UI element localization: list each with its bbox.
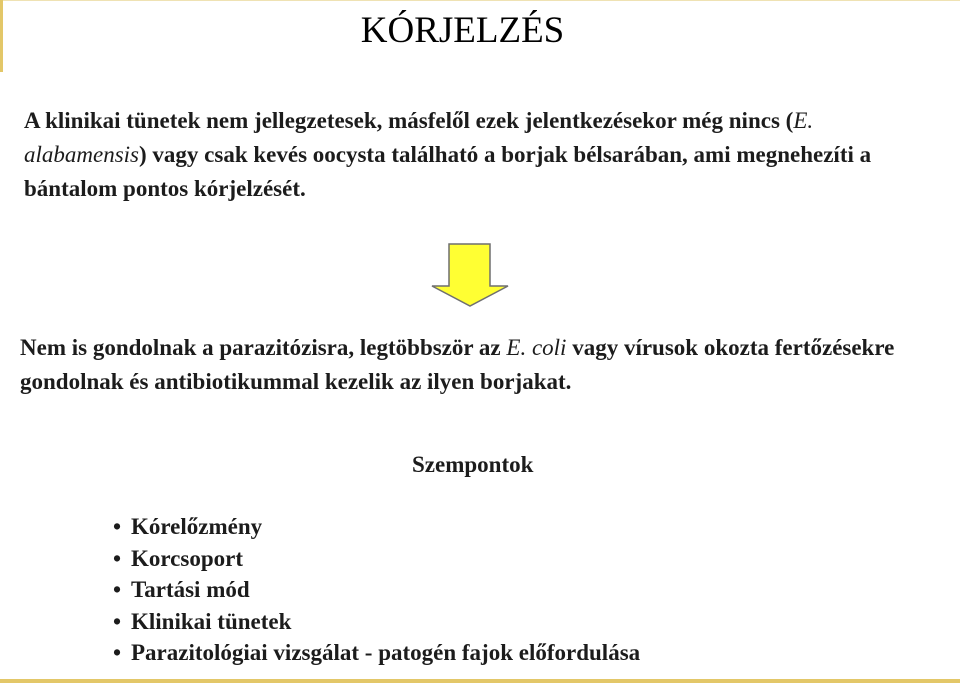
list-item (113, 574, 640, 606)
paragraph-intro-species: E. alabamensis (24, 108, 814, 167)
arrow-down-shape (432, 244, 508, 306)
bullet-icon: • (113, 514, 122, 539)
list-item-label: Klinikai tünetek (131, 608, 292, 634)
list-item (113, 511, 640, 543)
list-item (113, 606, 640, 638)
paragraph-conclusion (20, 331, 960, 399)
bullet-icon: • (113, 608, 122, 634)
slide-title: KÓRJELZÉS (360, 10, 565, 51)
arrow-down-icon (429, 243, 511, 307)
paragraph-conclusion-text-1: Nem is gondolnak a parazitózisra, legtöbbször az (20, 335, 507, 360)
criteria-heading: Szempontok (412, 452, 534, 477)
paragraph-conclusion-species: E. coli (506, 335, 567, 360)
paragraph-intro-text-1: A klinikai tünetek nem jellegzetesek, másfelől ezek jelentkezésekor még nincs ( (24, 108, 794, 133)
list-item-label: Tartási mód (131, 577, 250, 602)
paragraph-intro (24, 104, 924, 206)
frame-top-line (3, 0, 960, 1)
list-item (113, 637, 640, 669)
bullet-icon: • (113, 545, 122, 571)
list-item-label: Korcsoport (131, 545, 244, 571)
list-item-label: Parazitológiai vizsgálat - patogén fajok előfordulása (131, 640, 641, 665)
frame-bottom-line (0, 679, 960, 683)
criteria-list (113, 511, 640, 669)
paragraph-conclusion-text-2: vagy vírusok okozta fertőzésekre gondolnak és antibiotikummal kezelik az ilyen borjakat. (20, 335, 895, 394)
list-item (113, 543, 640, 575)
bullet-icon: • (113, 577, 122, 602)
list-item-label: Kórelőzmény (131, 514, 263, 539)
paragraph-intro-text-2: ) vagy csak kevés oocysta található a borjak bélsarában, ami megnehezíti a bántalom pontos kórjelzését. (24, 142, 872, 201)
bullet-icon: • (113, 640, 122, 665)
